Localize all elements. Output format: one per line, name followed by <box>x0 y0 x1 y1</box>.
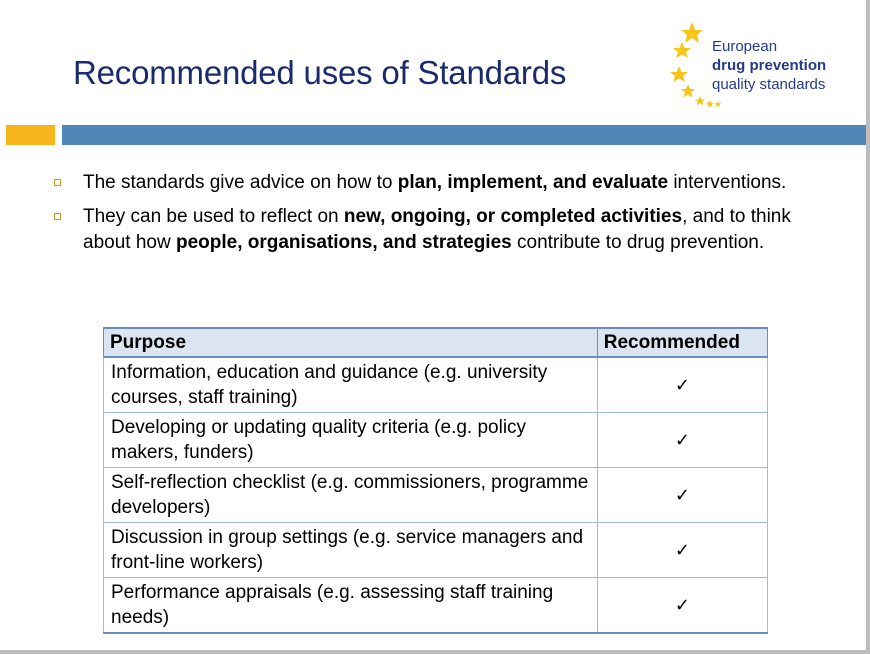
table-row <box>104 468 768 523</box>
bullet-text-part: The standards give advice on how to <box>83 172 398 193</box>
bullet-text-bold: new, ongoing, or completed activities <box>343 206 683 227</box>
column-header-purpose: Purpose <box>104 328 598 357</box>
header-bar <box>62 125 866 145</box>
logo-line-2: drug prevention <box>712 57 827 74</box>
table-row <box>104 578 768 634</box>
logo-line-3: quality standards <box>712 76 826 93</box>
standards-table <box>103 327 768 634</box>
table-row <box>104 413 768 468</box>
purpose-cell: Performance appraisals (e.g. assessing staff training needs) <box>104 578 598 634</box>
bullet-list <box>50 170 810 264</box>
column-header-recommended: Recommended <box>597 328 767 357</box>
square-bullet-icon <box>54 213 61 220</box>
purpose-cell: Information, education and guidance (e.g. university courses, staff training) <box>104 357 598 413</box>
table-row <box>104 357 768 413</box>
bullet-item <box>50 204 810 256</box>
logo-text <box>712 37 826 94</box>
bullet-item <box>50 170 810 196</box>
bullet-text-part: They can be used to reflect on <box>83 206 344 227</box>
checkmark-icon: ✓ <box>597 578 767 634</box>
logo-line-1: European <box>712 38 778 55</box>
bullet-text-part: contribute to drug prevention. <box>511 232 765 253</box>
purpose-cell: Self-reflection checklist (e.g. commissioners, programme developers) <box>104 468 598 523</box>
bullet-text-bold: people, organisations, and strategies <box>175 232 512 253</box>
bullet-text-part: , and to think about how <box>83 206 791 253</box>
bullet-text-bold: plan, implement, and evaluate <box>397 172 669 193</box>
checkmark-icon: ✓ <box>597 413 767 468</box>
accent-bar <box>6 125 55 145</box>
purpose-cell: Developing or updating quality criteria (e.g. policy makers, funders) <box>104 413 598 468</box>
checkmark-icon: ✓ <box>597 468 767 523</box>
bullet-text <box>83 206 791 253</box>
purpose-cell: Discussion in group settings (e.g. service managers and front-line workers) <box>104 523 598 578</box>
table-row <box>104 523 768 578</box>
checkmark-icon: ✓ <box>597 523 767 578</box>
table-header-row <box>104 328 768 357</box>
bullet-text <box>83 172 786 193</box>
bullet-text-part: interventions. <box>668 172 787 193</box>
checkmark-icon: ✓ <box>597 357 767 413</box>
square-bullet-icon <box>54 179 61 186</box>
slide-title: Recommended uses of Standards <box>73 54 567 91</box>
edpqs-logo <box>670 20 860 112</box>
